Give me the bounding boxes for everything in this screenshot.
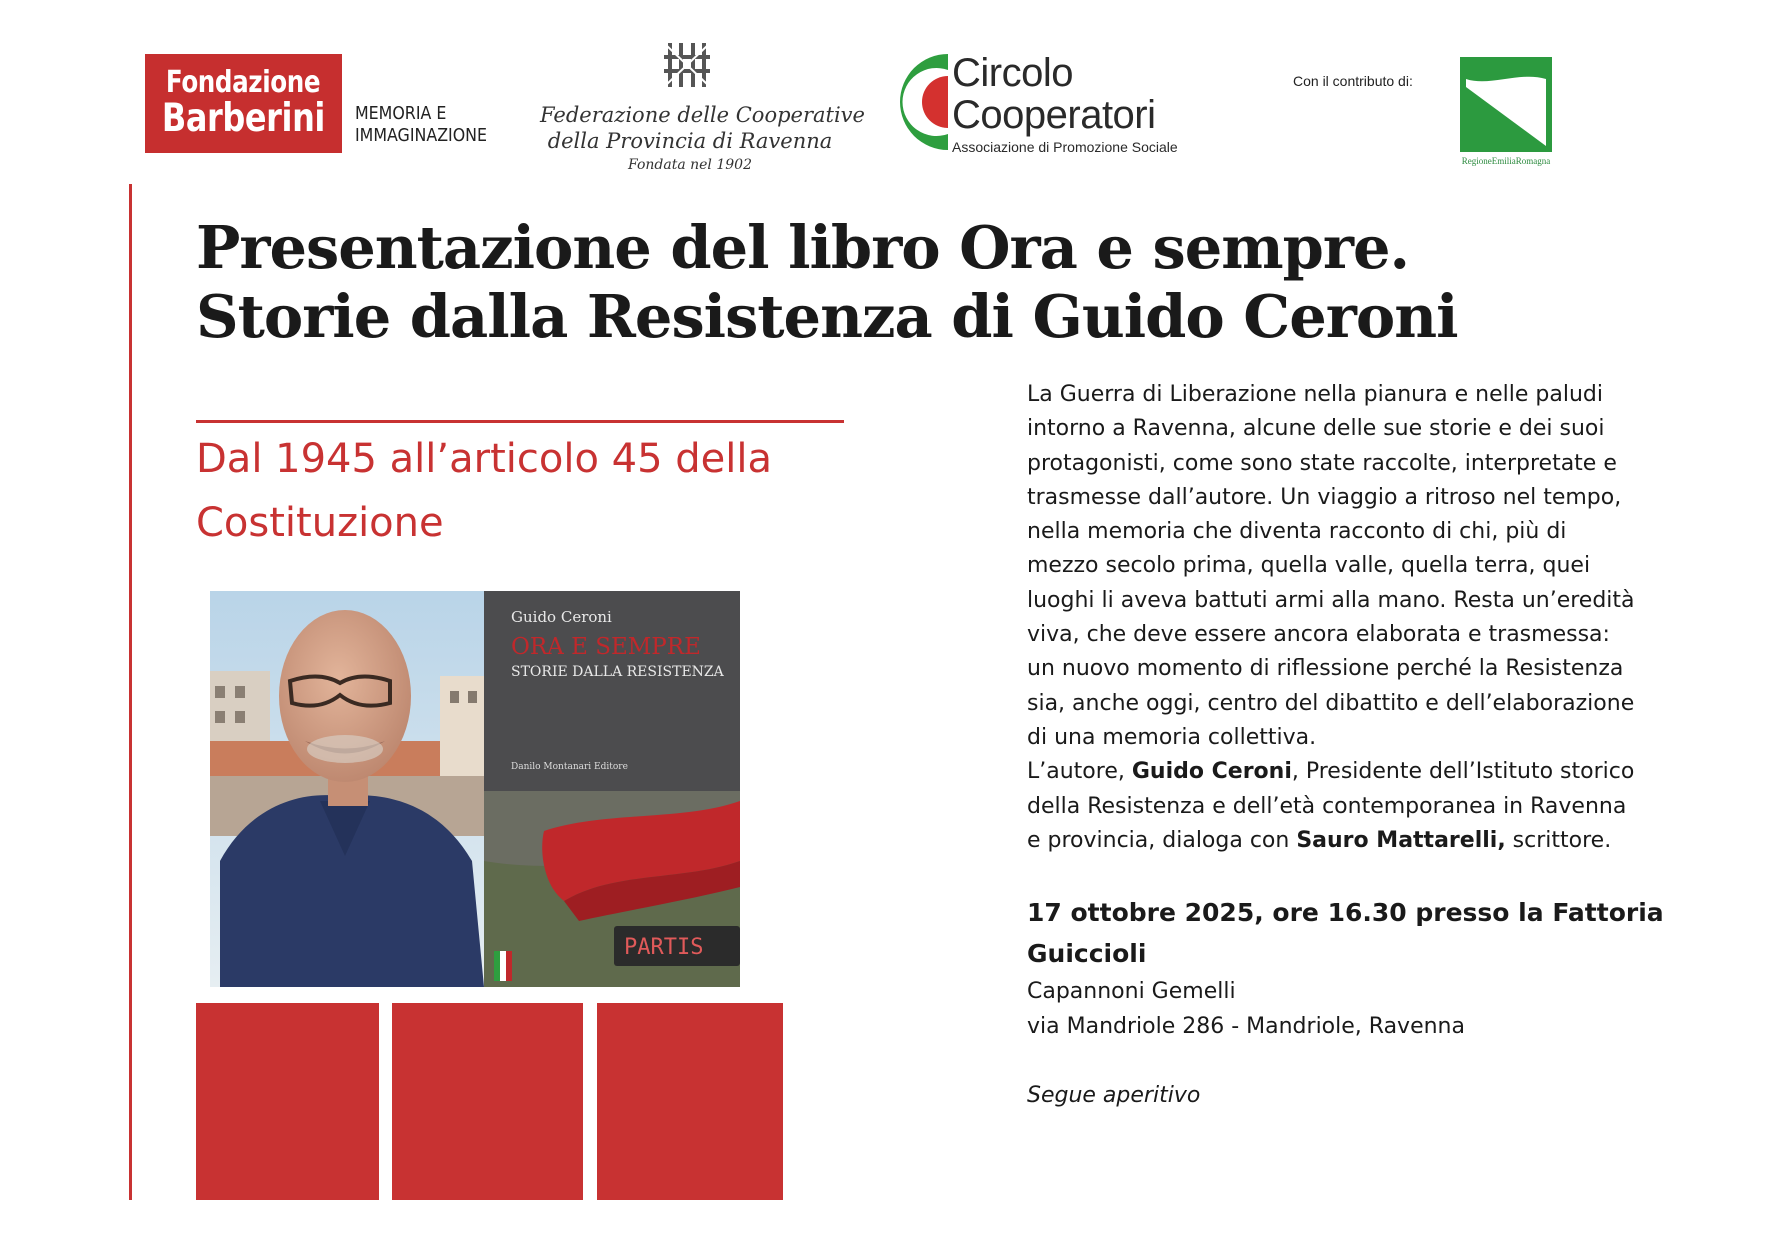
regione-label: RegioneEmiliaRomagna [1461, 156, 1551, 166]
red-block-3 [597, 1003, 783, 1200]
description-line: intorno a Ravenna, alcune delle sue storie e dei suoi [1027, 416, 1605, 442]
book-title: ORA E SEMPRE [511, 634, 701, 660]
page-title [196, 213, 1546, 351]
subtitle-line1: Dal 1945 all’articolo 45 della [196, 436, 772, 482]
title-line2: Storie dalla Resistenza di Guido Ceroni [196, 282, 1458, 351]
author-intro-text: L’autore, [1027, 759, 1132, 785]
event-date-line2: Guiccioli [1027, 939, 1147, 968]
fondazione-tagline [355, 103, 487, 147]
book-cover-illustration [484, 791, 740, 987]
description-line: viva, che deve essere ancora elaborata e trasmessa: [1027, 622, 1610, 648]
event-date-line1: 17 ottobre 2025, ore 16.30 presso la Fattoria [1027, 898, 1664, 927]
left-accent-rule [129, 184, 132, 1200]
red-block-1 [196, 1003, 379, 1200]
description-line: trasmesse dall’autore. Un viaggio a ritroso nel tempo, [1027, 484, 1622, 510]
guest-name: Sauro Mattarelli, [1296, 827, 1506, 853]
contributo-label: Con il contributo di: [1293, 73, 1413, 89]
description-line: nella memoria che diventa racconto di chi, più di [1027, 519, 1567, 545]
federazione-line1: Federazione delle Cooperative [540, 103, 865, 127]
description [1027, 378, 1667, 858]
subtitle-rule [196, 420, 844, 423]
federazione-emblem-icon [664, 43, 710, 87]
fondazione-tagline-line2: IMMAGINAZIONE [355, 125, 488, 146]
federazione-line2: della Provincia di Ravenna [547, 129, 833, 153]
book-cover [484, 591, 740, 987]
title-line1: Presentazione del libro Ora e sempre. [196, 213, 1410, 282]
circolo-line1: Circolo [952, 51, 1073, 95]
circolo-cooperatori-logo-text [952, 52, 1178, 156]
regione-emilia-romagna-logo-icon [1460, 57, 1552, 152]
event-note: Segue aperitivo [1027, 1083, 1201, 1108]
federazione-founded: Fondata nel 1902 [628, 157, 752, 173]
fondazione-barberini-logo [145, 54, 342, 153]
dialogue-intro-text: e provincia, dialoga con [1027, 827, 1297, 853]
event-address: via Mandriole 286 - Mandriole, Ravenna [1027, 1014, 1465, 1039]
description-line: di una memoria collettiva. [1027, 724, 1317, 750]
subtitle-line2: Costituzione [196, 500, 444, 546]
description-line: La Guerra di Liberazione nella pianura e nelle paludi [1027, 382, 1603, 407]
fondazione-logo-line1: Fondazione [166, 65, 321, 101]
description-line [1027, 755, 1667, 789]
book-author: Guido Ceroni [511, 608, 612, 626]
event-venue: Capannoni Gemelli [1027, 979, 1236, 1004]
author-name: Guido Ceroni [1131, 759, 1292, 785]
description-line: un nuovo momento di riflessione perché la Resistenza [1027, 656, 1624, 682]
book-subtitle: STORIE DALLA RESISTENZA [511, 664, 724, 680]
author-role-text: , Presidente dell’Istituto storico [1291, 759, 1635, 785]
description-line [1027, 824, 1667, 858]
circolo-line2: Cooperatori [952, 93, 1156, 137]
federazione-logo-text [540, 102, 865, 174]
book-patch-text: PARTIS [624, 935, 704, 960]
guest-role-text: scrittore. [1505, 827, 1612, 853]
circolo-cooperatori-mark-icon [890, 46, 958, 158]
book-publisher: Danilo Montanari Editore [511, 762, 628, 772]
description-line: protagonisti, come sono state raccolte, interpretate e [1027, 450, 1617, 476]
author-photo [210, 591, 484, 987]
fondazione-logo-line2: Barberini [161, 95, 326, 141]
red-block-2 [392, 1003, 583, 1200]
fondazione-tagline-line1: MEMORIA E [355, 103, 447, 124]
description-line: della Resistenza e dell’età contemporanea in Ravenna [1027, 793, 1627, 819]
description-line: mezzo secolo prima, quella valle, quella terra, quei [1027, 553, 1591, 579]
subtitle [196, 427, 856, 555]
description-line: luoghi li aveva battuti armi alla mano. Resta un’eredità [1027, 587, 1635, 613]
description-line: sia, anche oggi, centro del dibattito e dell’elaborazione [1027, 690, 1635, 716]
event-details [1027, 892, 1667, 1113]
circolo-line3: Associazione di Promozione Sociale [952, 139, 1178, 155]
